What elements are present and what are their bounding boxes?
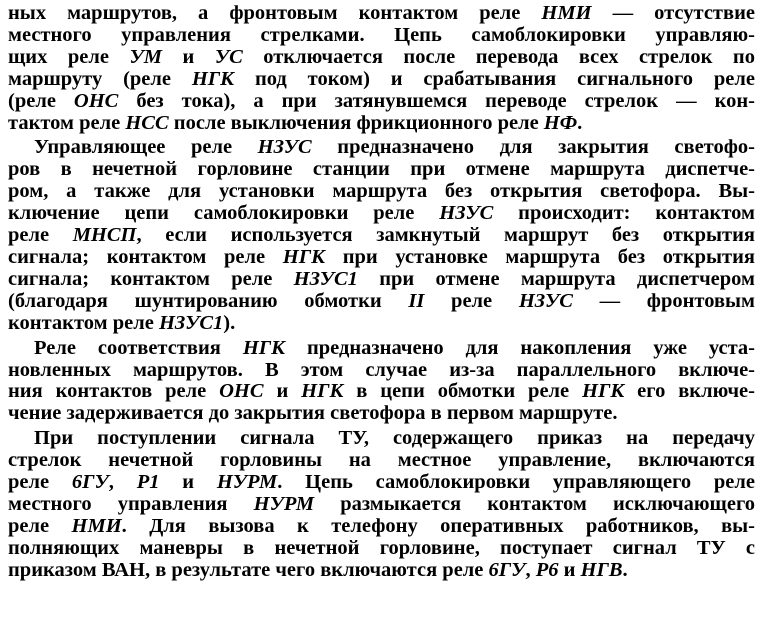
text-line: контактом реле НЗУС1). bbox=[8, 312, 236, 334]
paragraph-2 bbox=[8, 137, 755, 334]
text-line: сигнала; контактом реле НГК при установке маршрута без открытия bbox=[8, 246, 755, 268]
text-line: ния контактов реле ОНС и НГК в цепи обмотки реле НГК его включе- bbox=[8, 381, 755, 403]
text-line: местного управления стрелками. Цепь самоблокировки управляю- bbox=[8, 24, 755, 46]
text-line: ром, а также для установки маршрута без открытия светофора. Вы- bbox=[8, 181, 755, 203]
text-line: ных маршрутов, а фронтовым контактом реле НМИ — отсутствие bbox=[8, 3, 755, 24]
text-line: щих реле УМ и УС отключается после перевода всех стрелок по bbox=[8, 46, 755, 68]
text-line: реле МНСП, если используется замкнутый маршрут без открытия bbox=[8, 225, 755, 247]
text-line: (благодаря шунтированию обмотки II реле НЗУС — фронтовым bbox=[8, 290, 755, 312]
text-line: местного управления НУРМ размыкается контактом исключающего bbox=[8, 493, 755, 515]
text-line: Реле соответствия НГК предназначено для накопления уже уста- bbox=[34, 337, 755, 359]
text-line: чение задерживается до закрытия светофора в первом маршруте. bbox=[8, 403, 618, 425]
text-line: реле НМИ. Для вызова к телефону оперативных работников, вы- bbox=[8, 515, 755, 537]
text-line: тактом реле НСС после выключения фрикционного реле НФ. bbox=[8, 112, 583, 134]
text-line: сигнала; контактом реле НЗУС1 при отмене маршрута диспетчером bbox=[8, 268, 755, 290]
text-line: ров в нечетной горловине станции при отмене маршрута диспетче- bbox=[8, 159, 755, 181]
text-line: новленных маршрутов. В этом случае из-за параллельного включе- bbox=[8, 359, 755, 381]
text-line: (реле ОНС без тока), а при затянувшемся переводе стрелок — кон- bbox=[8, 90, 755, 112]
text-line: ключение цепи самоблокировки реле НЗУС происходит: контактом bbox=[8, 203, 755, 225]
paragraph-3 bbox=[8, 338, 755, 426]
text-line: приказом ВАН, в результате чего включаются реле 6ГУ, Р6 и НГВ. bbox=[8, 559, 628, 581]
paragraph-1 bbox=[8, 3, 755, 134]
text-line: реле 6ГУ, Р1 и НУРМ. Цепь самоблокировки управляющего реле bbox=[8, 472, 755, 494]
text-line: маршруту (реле НГК под током) и срабатывания сигнального реле bbox=[8, 68, 755, 90]
text-line: Управляющее реле НЗУС предназначено для закрытия светофо- bbox=[34, 137, 755, 159]
document-page bbox=[8, 3, 755, 582]
text-line: При поступлении сигнала ТУ, содержащего приказ на передачу bbox=[34, 428, 755, 450]
text-line: стрелок нечетной горловины на местное управление, включаются bbox=[8, 450, 755, 472]
paragraph-4 bbox=[8, 428, 755, 581]
text-line: полняющих маневры в нечетной горловине, поступает сигнал ТУ с bbox=[8, 537, 755, 559]
